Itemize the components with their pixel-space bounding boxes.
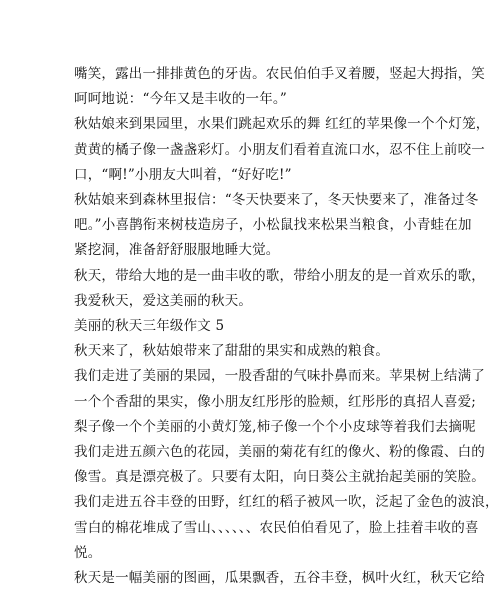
text-line: 我们走进五颜六色的花园，美丽的菊花有红的像火、粉的像霞、白的 — [74, 444, 485, 461]
document-body — [74, 62, 499, 591]
text-line: 秋天，带给大地的是一曲丰收的歌，带给小朋友的是一首欢乐的歌， — [74, 267, 485, 284]
text-line: 嘴笑，露出一排排黄色的牙齿。农民伯伯手叉着腰，竖起大拇指，笑 — [74, 66, 485, 82]
text-line: 秋姑娘来到果园里，水果们跳起欢乐的舞 红红的苹果像一个个灯笼， — [74, 116, 490, 133]
text-line: 黄黄的橘子像一盏盏彩灯。小朋友们看着直流口水，忍不住上前咬一 — [74, 141, 485, 158]
text-line: 我们走进五谷丰登的田野，红红的稻子被风一吹，泛起了金色的波浪， — [74, 494, 499, 511]
paragraph — [74, 112, 490, 188]
section-title — [74, 314, 434, 339]
text-line: 像雪。真是漂亮极了。只要有太阳，向日葵公主就抬起美丽的笑脸。 — [74, 469, 485, 486]
text-line: 梨子像一个个美丽的小黄灯笼,柿子像一个个小皮球等着我们去摘呢 — [74, 418, 476, 435]
text-line: 雪白的棉花堆成了雪山、、、、、、农民伯伯看见了，脸上挂着丰收的喜 — [74, 519, 479, 536]
paragraph — [74, 339, 434, 364]
paragraph — [74, 264, 485, 314]
text-line: 呵呵地说：“今年又是丰收的一年。” — [74, 91, 287, 108]
text-line: 我们走进了美丽的果园，一股香甜的气味扑鼻而来。苹果树上结满了 — [74, 368, 485, 385]
text-line: 一个个香甜的果实，像小朋友红彤彤的脸颊，红彤彤的真招人喜爱; — [74, 393, 477, 410]
text-line: 秋天来了，秋姑娘带来了甜甜的果实和成熟的粮食。 — [74, 343, 390, 360]
text-line: 我爱秋天，爱这美丽的秋天。 — [74, 292, 253, 309]
paragraph — [74, 62, 485, 112]
section-title-text: 美丽的秋天三年级作文 5 — [74, 318, 225, 335]
text-line: 口，“啊!”小朋友大叫着，“好好吃!” — [74, 166, 292, 183]
paragraph — [74, 566, 485, 591]
text-line: 悦。 — [74, 544, 102, 561]
paragraph — [74, 188, 479, 264]
text-line: 紧挖洞，准备舒舒服服地睡大觉。 — [74, 242, 280, 259]
text-line: 吧。”小喜鹊衔来树枝造房子，小松鼠找来松果当粮食，小青蛙在加 — [74, 217, 472, 234]
text-line: 秋姑娘来到森林里报信：“冬天快要来了，冬天快要来了，准备过冬 — [74, 192, 479, 209]
text-line: 秋天是一幅美丽的图画，瓜果飘香，五谷丰登，枫叶火红，秋天它给 — [74, 570, 485, 587]
paragraph — [74, 364, 499, 566]
